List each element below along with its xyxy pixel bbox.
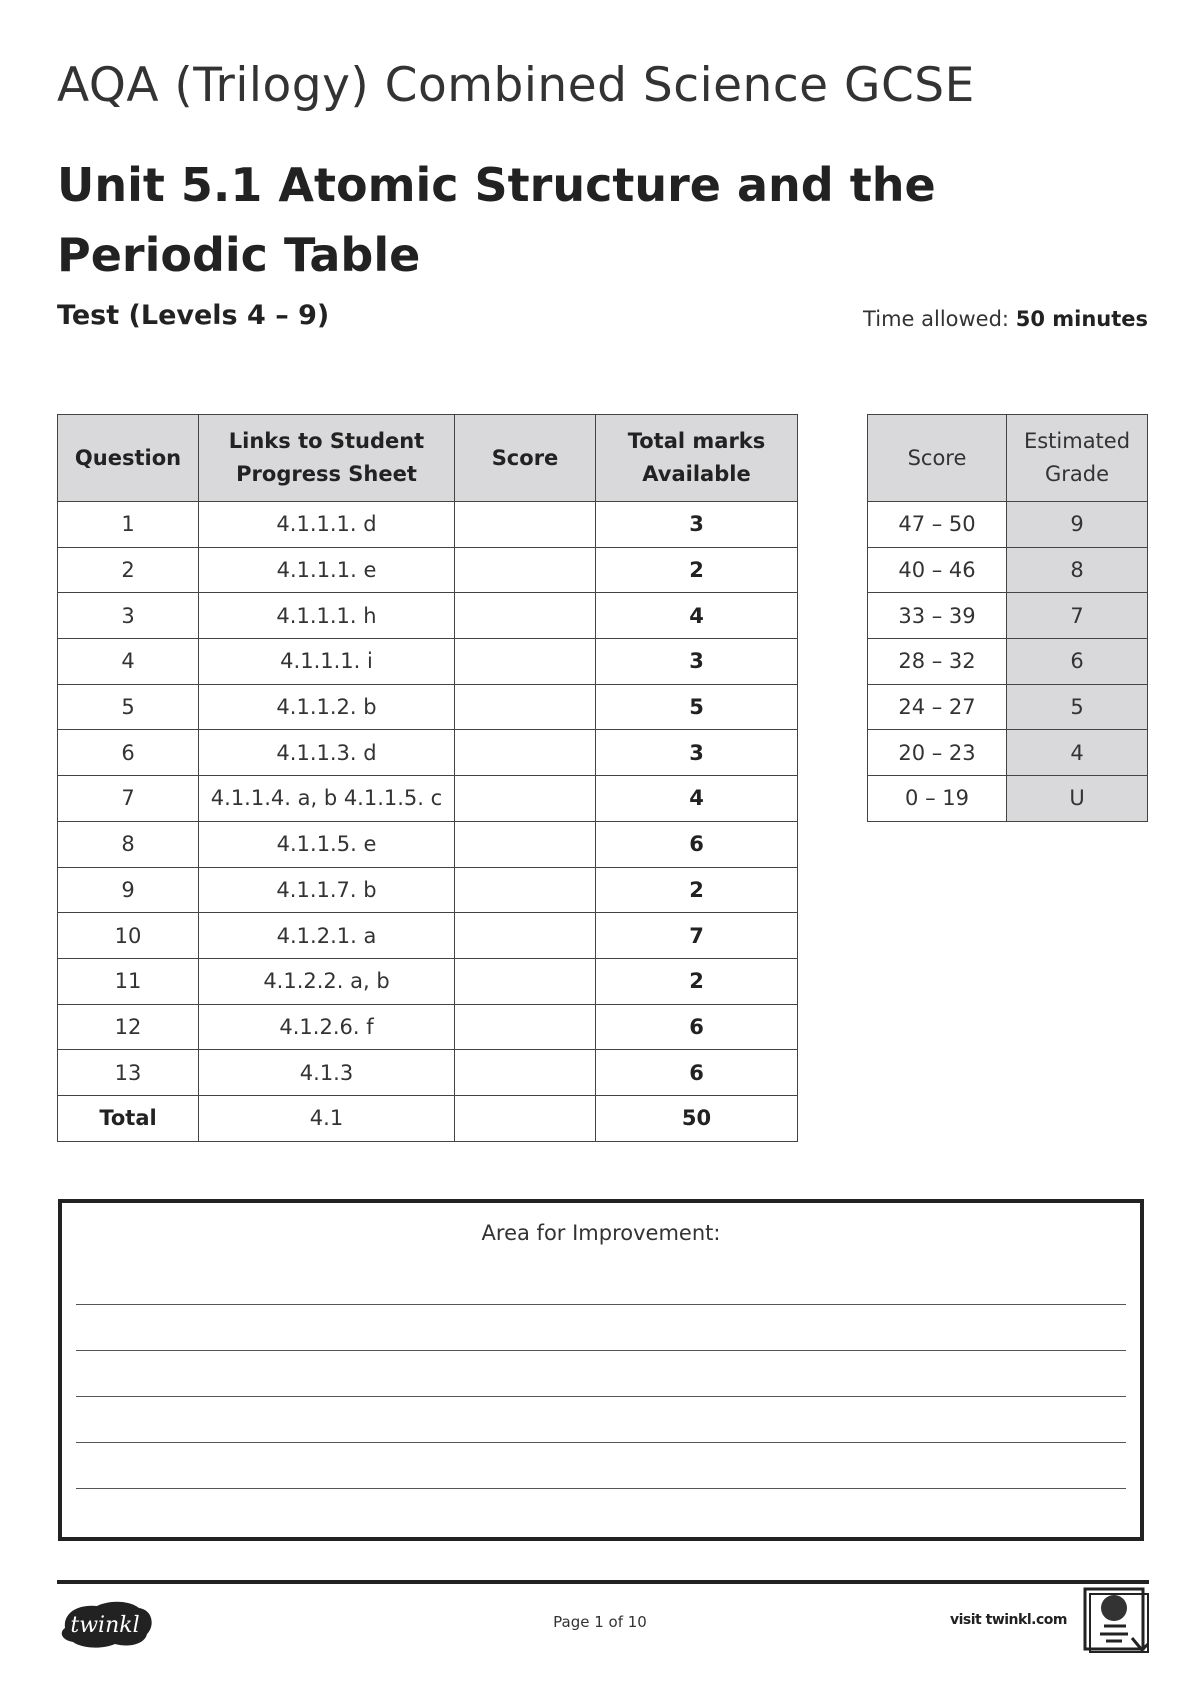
table-row xyxy=(868,776,1148,822)
time-allowed xyxy=(863,307,1148,331)
time-allowed-value: 50 minutes xyxy=(1015,307,1148,331)
marks-cell: 2 xyxy=(596,867,798,913)
grade-header-line1: Estimated xyxy=(1023,429,1131,453)
table-row xyxy=(868,593,1148,639)
visit-link[interactable]: visit twinkl.com xyxy=(950,1612,1067,1628)
link-cell: 4.1 xyxy=(199,1095,455,1141)
question-cell: 3 xyxy=(58,593,199,639)
grade-cell: 6 xyxy=(1007,639,1148,685)
marks-cell: 6 xyxy=(596,821,798,867)
score-cell[interactable] xyxy=(455,867,596,913)
question-cell: 2 xyxy=(58,547,199,593)
test-subtitle: Test (Levels 4 – 9) xyxy=(57,300,330,331)
question-cell: 13 xyxy=(58,1050,199,1096)
question-cell: 5 xyxy=(58,684,199,730)
link-cell: 4.1.2.6. f xyxy=(199,1004,455,1050)
question-cell: 6 xyxy=(58,730,199,776)
time-allowed-label: Time allowed: xyxy=(863,307,1010,331)
marks-cell: 4 xyxy=(596,593,798,639)
score-range-cell: 20 – 23 xyxy=(868,730,1007,776)
link-cell: 4.1.1.1. i xyxy=(199,639,455,685)
table-row xyxy=(58,776,798,822)
improvement-box[interactable] xyxy=(58,1199,1144,1541)
marks-cell: 50 xyxy=(596,1095,798,1141)
header-links-line1: Links to Student xyxy=(228,429,425,453)
score-range-cell: 47 – 50 xyxy=(868,502,1007,548)
score-cell[interactable] xyxy=(455,502,596,548)
link-cell: 4.1.2.1. a xyxy=(199,913,455,959)
table-row xyxy=(58,867,798,913)
table-row xyxy=(58,639,798,685)
quality-badge-icon xyxy=(1082,1586,1152,1656)
header-score: Score xyxy=(455,415,596,502)
question-cell: 1 xyxy=(58,502,199,548)
score-cell[interactable] xyxy=(455,730,596,776)
header-question: Question xyxy=(58,415,199,502)
results-header-row xyxy=(58,415,798,502)
score-cell[interactable] xyxy=(455,1095,596,1141)
header-marks-line2: Available xyxy=(642,462,751,486)
question-cell: Total xyxy=(58,1095,199,1141)
table-row xyxy=(58,684,798,730)
link-cell: 4.1.1.5. e xyxy=(199,821,455,867)
grade-header-score: Score xyxy=(868,415,1007,502)
grade-cell: 9 xyxy=(1007,502,1148,548)
table-row xyxy=(58,730,798,776)
table-row xyxy=(58,1050,798,1096)
score-cell[interactable] xyxy=(455,821,596,867)
link-cell: 4.1.1.7. b xyxy=(199,867,455,913)
score-range-cell: 40 – 46 xyxy=(868,547,1007,593)
question-cell: 10 xyxy=(58,913,199,959)
unit-title-line2: Periodic Table xyxy=(57,228,421,282)
table-row xyxy=(868,639,1148,685)
question-cell: 9 xyxy=(58,867,199,913)
question-cell: 11 xyxy=(58,958,199,1004)
score-cell[interactable] xyxy=(455,913,596,959)
marks-cell: 7 xyxy=(596,913,798,959)
header-marks xyxy=(596,415,798,502)
marks-cell: 2 xyxy=(596,958,798,1004)
writing-line[interactable] xyxy=(76,1488,1126,1489)
grade-table xyxy=(867,414,1148,822)
writing-line[interactable] xyxy=(76,1396,1126,1397)
score-range-cell: 24 – 27 xyxy=(868,684,1007,730)
table-row xyxy=(868,684,1148,730)
link-cell: 4.1.2.2. a, b xyxy=(199,958,455,1004)
table-row xyxy=(58,502,798,548)
question-cell: 12 xyxy=(58,1004,199,1050)
link-cell: 4.1.1.1. d xyxy=(199,502,455,548)
grade-cell: 7 xyxy=(1007,593,1148,639)
table-row xyxy=(58,593,798,639)
table-row xyxy=(58,958,798,1004)
question-cell: 4 xyxy=(58,639,199,685)
unit-title-line1: Unit 5.1 Atomic Structure and the xyxy=(57,158,936,212)
marks-cell: 2 xyxy=(596,547,798,593)
grade-body xyxy=(868,502,1148,822)
marks-cell: 3 xyxy=(596,730,798,776)
link-cell: 4.1.1.2. b xyxy=(199,684,455,730)
table-row xyxy=(58,821,798,867)
marks-cell: 3 xyxy=(596,639,798,685)
improvement-label: Area for Improvement: xyxy=(481,1221,721,1245)
question-cell: 8 xyxy=(58,821,199,867)
grade-cell: 8 xyxy=(1007,547,1148,593)
table-row xyxy=(58,1095,798,1141)
unit-title xyxy=(57,150,957,290)
link-cell: 4.1.1.1. e xyxy=(199,547,455,593)
writing-line[interactable] xyxy=(76,1442,1126,1443)
table-row xyxy=(868,730,1148,776)
writing-line[interactable] xyxy=(76,1304,1126,1305)
logo-text: twinkl xyxy=(70,1613,140,1638)
grade-cell: 4 xyxy=(1007,730,1148,776)
table-row xyxy=(58,547,798,593)
grade-header-row xyxy=(868,415,1148,502)
marks-cell: 3 xyxy=(596,502,798,548)
link-cell: 4.1.3 xyxy=(199,1050,455,1096)
score-cell[interactable] xyxy=(455,1050,596,1096)
link-cell: 4.1.1.4. a, b 4.1.1.5. c xyxy=(199,776,455,822)
document-title: AQA (Trilogy) Combined Science GCSE xyxy=(57,58,975,113)
header-links xyxy=(199,415,455,502)
grade-cell: U xyxy=(1007,776,1148,822)
link-cell: 4.1.1.3. d xyxy=(199,730,455,776)
score-cell[interactable] xyxy=(455,958,596,1004)
score-cell[interactable] xyxy=(455,1004,596,1050)
results-table xyxy=(57,414,798,1142)
marks-cell: 6 xyxy=(596,1050,798,1096)
table-row xyxy=(868,502,1148,548)
writing-line[interactable] xyxy=(76,1350,1126,1351)
score-range-cell: 0 – 19 xyxy=(868,776,1007,822)
score-cell[interactable] xyxy=(455,547,596,593)
results-body xyxy=(58,502,798,1142)
link-cell: 4.1.1.1. h xyxy=(199,593,455,639)
score-range-cell: 33 – 39 xyxy=(868,593,1007,639)
score-cell[interactable] xyxy=(455,593,596,639)
score-range-cell: 28 – 32 xyxy=(868,639,1007,685)
header-links-line2: Progress Sheet xyxy=(236,462,417,486)
score-cell[interactable] xyxy=(455,684,596,730)
score-cell[interactable] xyxy=(455,776,596,822)
question-cell: 7 xyxy=(58,776,199,822)
header-marks-line1: Total marks xyxy=(627,429,766,453)
table-row xyxy=(58,913,798,959)
grade-header-line2: Grade xyxy=(1044,462,1110,486)
marks-cell: 5 xyxy=(596,684,798,730)
marks-cell: 6 xyxy=(596,1004,798,1050)
table-row xyxy=(58,1004,798,1050)
marks-cell: 4 xyxy=(596,776,798,822)
page-number: Page 1 of 10 xyxy=(553,1613,647,1631)
score-cell[interactable] xyxy=(455,639,596,685)
grade-header-grade xyxy=(1007,415,1148,502)
table-row xyxy=(868,547,1148,593)
footer-divider xyxy=(57,1580,1149,1584)
grade-cell: 5 xyxy=(1007,684,1148,730)
